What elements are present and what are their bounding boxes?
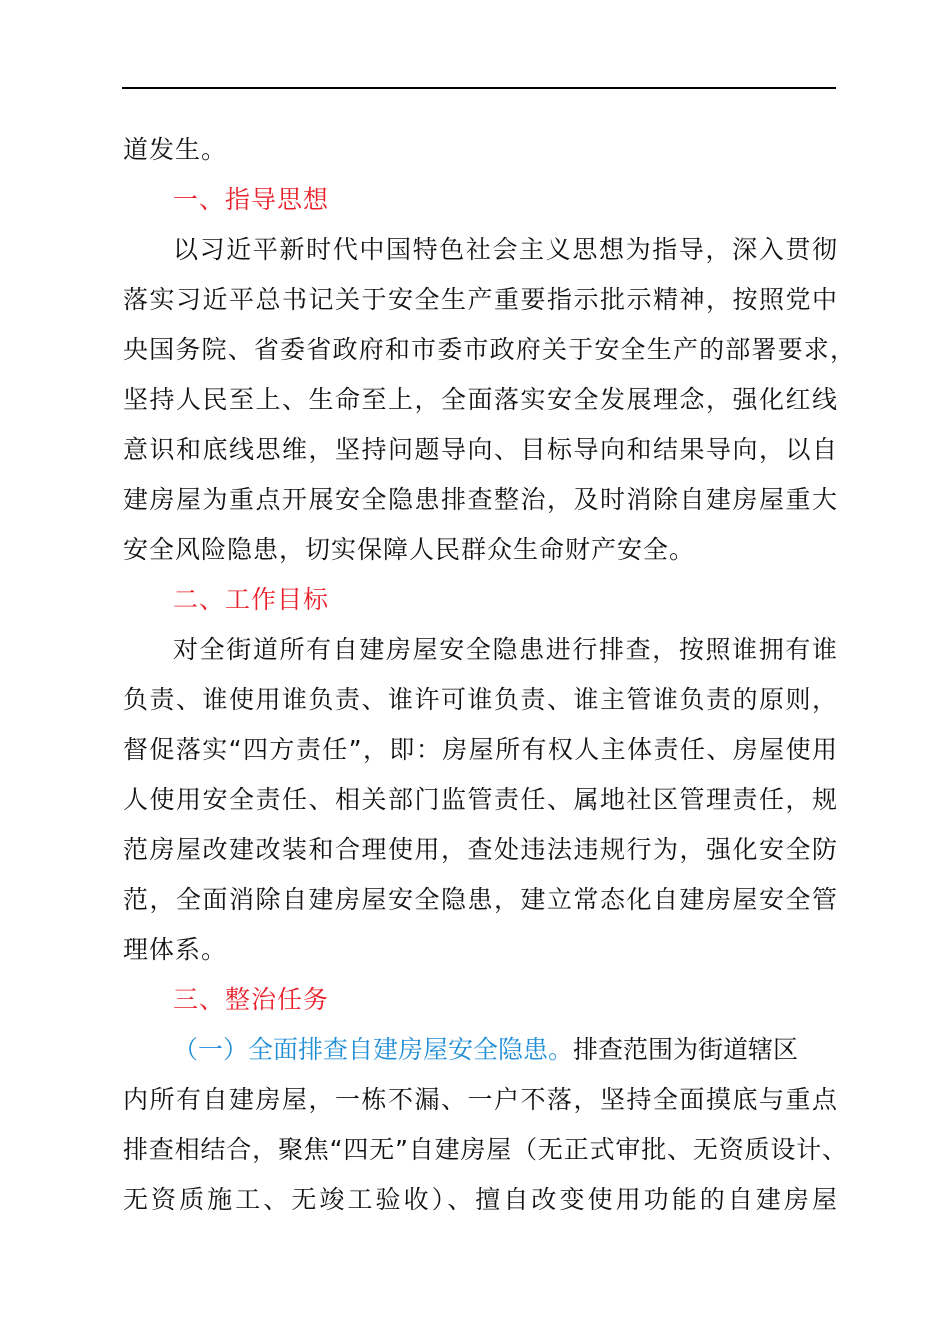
body-line: 对全街道所有自建房屋安全隐患进行排查，按照谁拥有谁 — [173, 635, 837, 664]
body-line: 范房屋改建改装和合理使用，查处违法违规行为，强化安全防 — [123, 835, 837, 864]
body-line: 范，全面消除自建房屋安全隐患，建立常态化自建房屋安全管 — [123, 885, 837, 914]
body-line: 人使用安全责任、相关部门监管责任、属地社区管理责任，规 — [123, 785, 837, 814]
body-line: 排查相结合，聚焦“四无”自建房屋（无正式审批、无资质设计、 — [123, 1135, 847, 1164]
body-line: 建房屋为重点开展安全隐患排查整治，及时消除自建房屋重大 — [123, 485, 837, 514]
body-line: 安全风险隐患，切实保障人民群众生命财产安全。 — [123, 535, 696, 564]
subsection-heading: （一）全面排查自建房屋安全隐患。 — [173, 1035, 574, 1064]
section-heading-rectification-tasks: 三、整治任务 — [173, 985, 330, 1014]
body-line: 落实习近平总书记关于安全生产重要指示批示精神，按照党中 — [123, 285, 837, 314]
body-line: 意识和底线思维，坚持问题导向、目标导向和结果导向，以自 — [123, 435, 837, 464]
header-rule — [122, 87, 836, 89]
body-line: 以习近平新时代中国特色社会主义思想为指导，深入贯彻 — [173, 235, 837, 264]
body-line: 央国务院、省委省政府和市委市政府关于安全生产的部署要求， — [123, 335, 855, 364]
body-line: 坚持人民至上、生命至上，全面落实安全发展理念，强化红线 — [123, 385, 837, 414]
body-line: 道发生。 — [123, 135, 228, 164]
body-line: 督促落实“四方责任”，即：房屋所有权人主体责任、房屋使用 — [123, 735, 837, 764]
body-line: 理体系。 — [123, 935, 228, 964]
subsection-paragraph — [173, 1034, 837, 1066]
body-line: 内所有自建房屋，一栋不漏、一户不落，坚持全面摸底与重点 — [123, 1085, 837, 1114]
section-heading-work-goals: 二、工作目标 — [173, 585, 330, 614]
body-line: 负责、谁使用谁负责、谁许可谁负责、谁主管谁负责的原则， — [123, 685, 837, 714]
section-heading-guiding-ideology: 一、指导思想 — [173, 185, 330, 214]
body-text: 排查范围为街道辖区 — [573, 1035, 799, 1064]
body-line: 无资质施工、无竣工验收）、擅自改变使用功能的自建房屋 — [123, 1185, 837, 1214]
